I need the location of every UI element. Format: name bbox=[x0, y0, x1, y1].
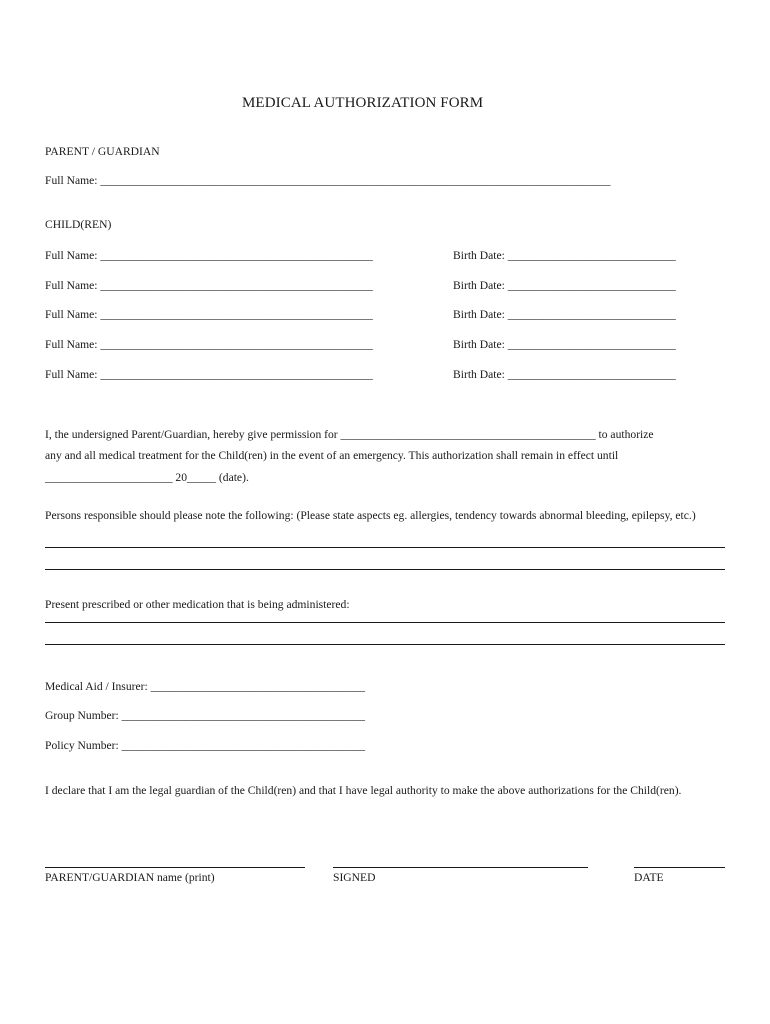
policy-number-field[interactable]: Policy Number: __________________________________________ bbox=[45, 739, 366, 752]
child-1-birth-date-field[interactable]: Birth Date: _____________________________ bbox=[453, 249, 676, 262]
permission-date-field[interactable]: ______________________ 20_____ (date). bbox=[45, 471, 249, 484]
guardian-name-signature-line[interactable] bbox=[45, 867, 305, 868]
signed-label: SIGNED bbox=[333, 871, 376, 884]
date-signature-line[interactable] bbox=[634, 867, 725, 868]
child-3-full-name-field[interactable]: Full Name: _______________________________________________ bbox=[45, 308, 373, 321]
child-3-birth-date-field[interactable]: Birth Date: _____________________________ bbox=[453, 308, 676, 321]
date-label: DATE bbox=[634, 871, 664, 884]
permission-line-1[interactable]: I, the undersigned Parent/Guardian, hereby give permission for ____________________________________________ to authorize bbox=[45, 428, 654, 441]
guardian-name-label: PARENT/GUARDIAN name (print) bbox=[45, 871, 215, 884]
child-2-birth-date-field[interactable]: Birth Date: _____________________________ bbox=[453, 279, 676, 292]
child-4-birth-date-field[interactable]: Birth Date: _____________________________ bbox=[453, 338, 676, 351]
notes-label: Persons responsible should please note the following: (Please state aspects eg. allergies, tendency towards abnormal bleeding, epilepsy, etc.) bbox=[45, 509, 696, 522]
notes-line-2[interactable] bbox=[45, 569, 725, 570]
child-2-full-name-field[interactable]: Full Name: _______________________________________________ bbox=[45, 279, 373, 292]
medical-aid-insurer-field[interactable]: Medical Aid / Insurer: _____________________________________ bbox=[45, 680, 366, 693]
medication-line-1[interactable] bbox=[45, 622, 725, 623]
signed-signature-line[interactable] bbox=[333, 867, 588, 868]
child-5-birth-date-field[interactable]: Birth Date: _____________________________ bbox=[453, 368, 676, 381]
medication-line-2[interactable] bbox=[45, 644, 725, 645]
form-title: MEDICAL AUTHORIZATION FORM bbox=[242, 95, 484, 111]
group-number-field[interactable]: Group Number: __________________________________________ bbox=[45, 709, 366, 722]
medication-label: Present prescribed or other medication that is being administered: bbox=[45, 598, 350, 611]
permission-line-2: any and all medical treatment for the Child(ren) in the event of an emergency. This authorization shall remain in effect until bbox=[45, 449, 619, 462]
child-4-full-name-field[interactable]: Full Name: _______________________________________________ bbox=[45, 338, 373, 351]
child-1-full-name-field[interactable]: Full Name: _______________________________________________ bbox=[45, 249, 373, 262]
declaration-text: I declare that I am the legal guardian of the Child(ren) and that I have legal authority to make the above authorizations for the Child(ren). bbox=[45, 784, 682, 797]
parent-guardian-heading: PARENT / GUARDIAN bbox=[45, 145, 160, 158]
parent-full-name-field[interactable]: Full Name: ________________________________________________________________________________________ bbox=[45, 174, 611, 187]
children-heading: CHILD(REN) bbox=[45, 218, 112, 231]
notes-line-1[interactable] bbox=[45, 547, 725, 548]
child-5-full-name-field[interactable]: Full Name: _______________________________________________ bbox=[45, 368, 373, 381]
